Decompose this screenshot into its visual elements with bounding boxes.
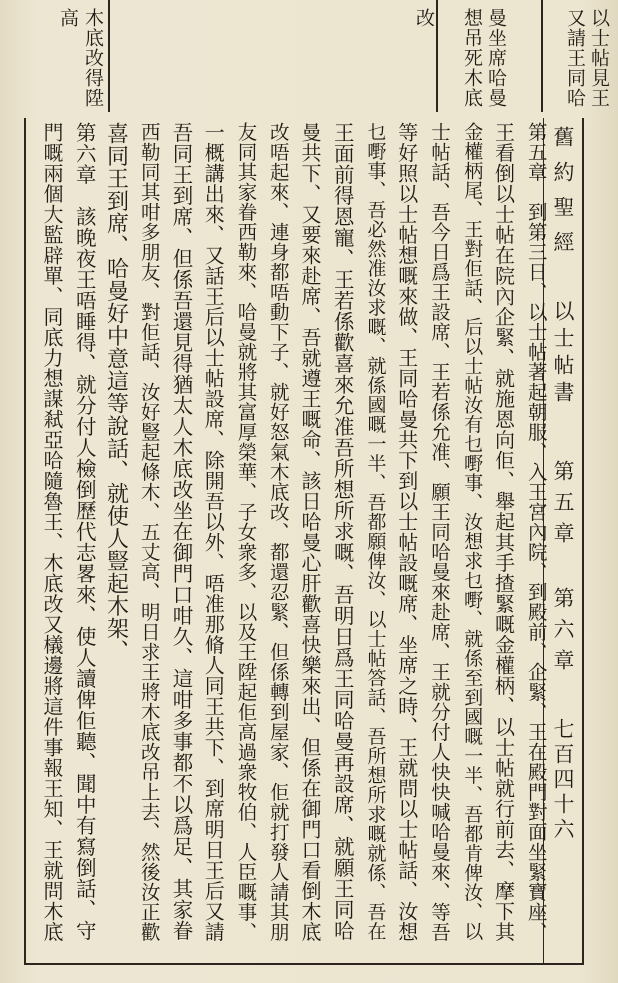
body-column: 第五章 到第三日、以士帖著起朝服、入王宮內院、到殿前、企緊、王在殿門對面坐緊寶座、 (524, 122, 548, 942)
body-column: 吾同王到席、但係吾還見得猶太人木底改坐在御門口咁久、這咁多事都不以爲足、其家眷 (169, 122, 193, 941)
text-frame (24, 118, 584, 965)
body-column: 第六章 該晚夜王唔睡得、就分付人檢倒歷代志畧來、使人讀俾佢聽、聞中有寫倒話、守 (72, 122, 97, 941)
body-column: 友同其家眷西勒來、哈曼就將其富厚榮華、子女衆多、以及王陞起佢高過衆牧伯、人臣嘅事、 (234, 122, 258, 942)
chapter-range: 第五章 第六章 (551, 460, 575, 680)
strip-column: 又請王同哈 (564, 8, 586, 108)
strip-divider (108, 0, 110, 112)
strip-column: 改 (413, 8, 435, 28)
body-column: 西勒同其咁多朋友、對佢話、汝好豎起條木、五丈高、明日求王將木底改吊上去、然後汝正歡 (137, 122, 161, 942)
book-name: 以士帖書 (551, 300, 575, 408)
body-column: 乜嘢事、吾必然准汝求嘅、就係國嘅一半、吾都願俾汝、以士帖答話、吾所想所求嘅就係、吾在 (364, 122, 387, 941)
body-column: 王看倒以士帖在院內企緊、就施恩向佢、舉起其手揸緊嘅金權柄、以士帖就行前去、摩下其 (491, 122, 516, 942)
body-column: 門嘅兩個大監辟單、同底力想謀弒亞哈隨魯王、木底改又檥邊將這件事報王知、王就問木底 (40, 122, 64, 942)
strip-column: 以士帖見王 (588, 8, 610, 108)
body-column: 喜同王到席、哈曼好中意這等說話、就使人豎起木架、 (103, 122, 129, 662)
previous-page-strip (0, 0, 618, 115)
body-column: 金權柄尾、王對佢話、后以士帖汝有乜嘢事、汝想求乜嘢、就係至到國嘅一半、吾都肯俾汝、以 (461, 122, 484, 941)
strip-divider (541, 0, 543, 112)
body-column: 曼共下、又要來赴席、吾就遵王嘅命、該日哈曼心肝歡喜快樂來出、但係在御門口看倒木底 (298, 122, 322, 942)
strip-column: 高 (57, 8, 79, 28)
body-column: 士帖話、吾今日爲王設席、王若係允准、願王同哈曼來赴席、王就分付人快快喊哈曼來、等吾 (428, 122, 451, 942)
strip-column: 曼坐席哈曼 (485, 8, 507, 108)
page-number: 七百四十六 (551, 718, 575, 843)
strip-column: 想吊死木底 (461, 8, 483, 108)
strip-column: 木底改得陞 (82, 8, 104, 108)
body-column: 王面前得恩寵、王若係歡喜來允准吾所想所求嘅、吾明日爲王同哈曼再設席、就願王同哈 (330, 122, 355, 941)
book-title: 舊約聖經 (551, 126, 575, 266)
body-column: 改唔起來、連身都唔動下子、就好怒氣木底改、都還忍緊、但係轉到屋家、佢就打發人請其朋 (266, 122, 290, 942)
body-column: 等好照以士帖想嘅來做、王同哈曼共下到以士帖設嘅席、坐席之時、王就問以士帖話、汝想 (394, 122, 419, 942)
body-column: 一概講出來、又話王后以士帖設席、除開吾以外、唔准那脩人同王共下、到席明日王后又請 (201, 122, 226, 942)
strip-divider (436, 0, 438, 112)
running-header (543, 118, 582, 963)
